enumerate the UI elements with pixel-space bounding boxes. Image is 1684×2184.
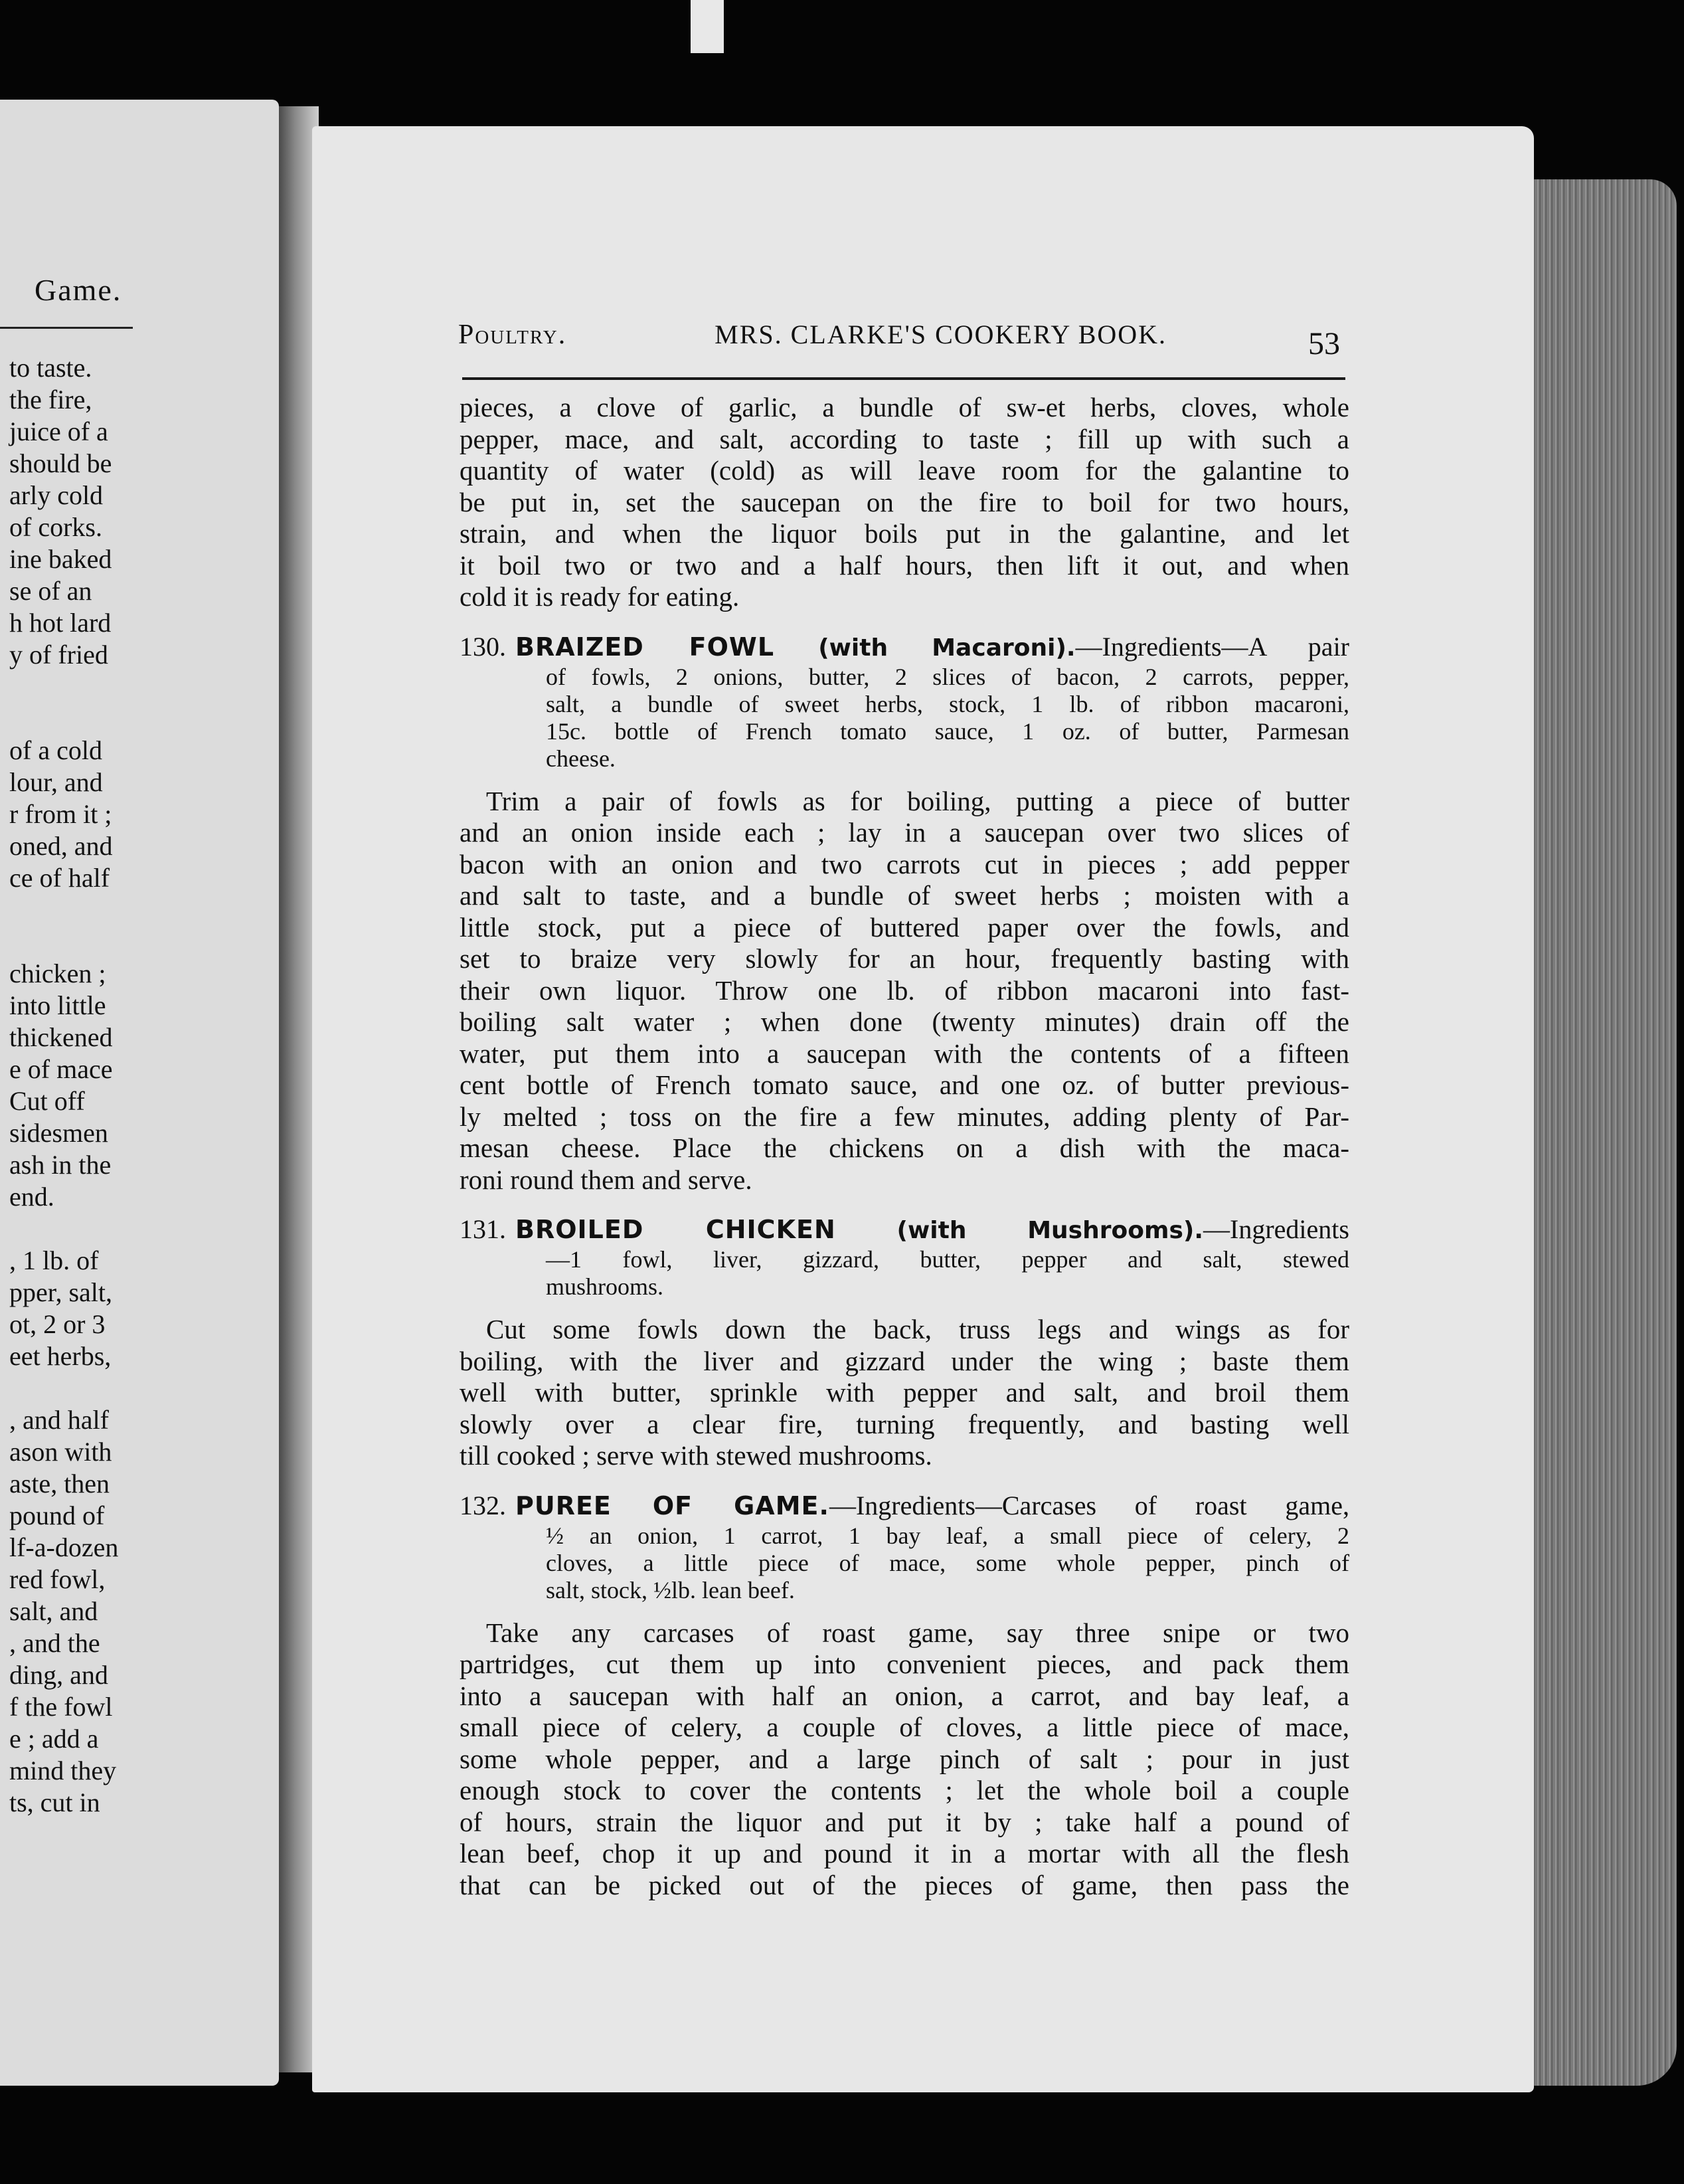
left-text-line: of corks. (9, 512, 102, 542)
ingredient-line: cheese. (546, 745, 616, 772)
left-text-line: , and half (9, 1405, 109, 1435)
ingredient-line: mushrooms. (546, 1273, 664, 1300)
left-text-line: end. (9, 1182, 54, 1212)
recipe-number: 131. (460, 1214, 506, 1244)
left-text-line: to taste. (9, 353, 92, 383)
left-text-line: ot, 2 or 3 (9, 1309, 106, 1339)
book-spine-top (691, 0, 724, 53)
text-line: strain, and when the liquor boils put in the galantine, and let (460, 518, 1349, 549)
text-line: pepper, mace, and salt, according to taste ; fill up with such a (460, 423, 1349, 454)
left-text-line: juice of a (9, 416, 108, 446)
left-page-text (9, 352, 262, 1819)
spacer (460, 613, 1349, 626)
ingredient-line: of fowls, 2 onions, butter, 2 slices of bacon, 2 carrots, pepper, (546, 663, 1349, 690)
method-line: and an onion inside each ; lay in a saucepan over two slices of (460, 817, 1349, 848)
method-line: and salt to taste, and a bundle of sweet herbs ; moisten with a (460, 880, 1349, 911)
method-line: slowly over a clear fire, turning frequently, and basting well (460, 1408, 1349, 1439)
ingredient-line: ½ an onion, 1 carrot, 1 bay leaf, a small piece of celery, 2 (546, 1522, 1349, 1549)
recipe-subtitle: (with Mushrooms). (835, 1217, 1204, 1244)
left-text-line: f the fowl (9, 1692, 113, 1722)
spacer (460, 1604, 1349, 1617)
page-edges (1524, 179, 1677, 2086)
ingredient-line: salt, stock, ½lb. lean beef. (546, 1576, 795, 1603)
left-text-line: oned, and (9, 831, 113, 861)
left-text-line: into little (9, 990, 106, 1020)
method-line: partridges, cut them up into convenient pieces, and pack them (460, 1649, 1349, 1679)
method-line: some whole pepper, and a large pinch of salt ; pour in just (460, 1743, 1349, 1774)
left-text-line: red fowl, (9, 1564, 106, 1594)
left-text-line: e ; add a (9, 1724, 99, 1754)
recipe-subtitle: (with Macaroni). (774, 634, 1076, 662)
left-text-line: Cut off (9, 1086, 85, 1116)
recipe-name: BROILED CHICKEN (515, 1215, 836, 1244)
recipe-heading (460, 630, 1349, 664)
method-line: ly melted ; toss on the fire a few minutes, adding plenty of Par- (460, 1101, 1349, 1132)
left-text-line (9, 671, 262, 703)
running-head (458, 319, 1355, 351)
left-text-line: , 1 lb. of (9, 1245, 99, 1275)
method-line: into a saucepan with half an onion, a carrot, and bay leaf, a (460, 1680, 1349, 1711)
header-rule (462, 377, 1345, 380)
text-line: cold it is ready for eating. (460, 581, 740, 612)
method-line: roni round them and serve. (460, 1164, 752, 1195)
ingredient-line: —1 fowl, liver, gizzard, butter, pepper and salt, stewed (546, 1246, 1349, 1273)
ingredients-lead: —Ingredients (1203, 1214, 1349, 1244)
left-text-line: pper, salt, (9, 1277, 113, 1307)
left-text-line: salt, and (9, 1596, 98, 1626)
recipe-number: 130. (460, 631, 506, 662)
method-line: little stock, put a piece of buttered paper over the fowls, and (460, 911, 1349, 943)
page-number: 53 (1308, 326, 1340, 361)
method-line: small piece of celery, a couple of cloves, a little piece of mace, (460, 1712, 1349, 1742)
left-text-line: mind they (9, 1756, 117, 1785)
text-line: pieces, a clove of garlic, a bundle of sw‑et herbs, cloves, whole (460, 392, 1349, 422)
left-text-line: lf-a-dozen (9, 1532, 119, 1562)
left-text-line: se of an (9, 576, 92, 606)
left-text-line: ash in the (9, 1150, 112, 1180)
recipe-heading (460, 1489, 1349, 1522)
left-text-line: arly cold (9, 480, 104, 510)
spacer (460, 1301, 1349, 1314)
left-text-line: aste, then (9, 1469, 110, 1499)
left-text-line (9, 926, 262, 958)
recipe-heading (460, 1213, 1349, 1246)
method-line: of hours, strain the liquor and put it by ; take half a pound of (460, 1806, 1349, 1837)
ingredients-lead: —Ingredients—A pair (1075, 631, 1349, 662)
spacer (460, 773, 1349, 786)
spacer (460, 1196, 1349, 1209)
method-line: boiling salt water ; when done (twenty minutes) drain off the (460, 1006, 1349, 1037)
method-line: boiling, with the liver and gizzard under the wing ; baste them (460, 1345, 1349, 1376)
method-line: Cut some fowls down the back, truss legs and wings as for (486, 1314, 1349, 1344)
left-text-line: should be (9, 448, 112, 478)
left-text-line (9, 703, 262, 735)
left-text-line (9, 1213, 262, 1245)
ingredient-line: salt, a bundle of sweet herbs, stock, 1 lb. of ribbon macaroni, (546, 690, 1349, 717)
ingredient-line: cloves, a little piece of mace, some whole pepper, pinch of (546, 1549, 1349, 1576)
text-line: quantity of water (cold) as will leave room for the galantine to (460, 455, 1349, 486)
left-text-line: e of mace (9, 1054, 113, 1084)
method-line: Take any carcases of roast game, say three snipe or two (486, 1617, 1349, 1648)
method-line: enough stock to cover the contents ; let the whole boil a couple (460, 1775, 1349, 1805)
method-line: till cooked ; serve with stewed mushrooms. (460, 1440, 932, 1471)
left-text-line (9, 894, 262, 926)
method-line: water, put them into a saucepan with the contents of a fifteen (460, 1038, 1349, 1069)
right-page (312, 126, 1534, 2092)
text-line: be put in, set the saucepan on the fire to boil for two hours, (460, 486, 1349, 517)
left-header-rule (0, 327, 133, 329)
method-line: lean beef, chop it up and pound it in a mortar with all the flesh (460, 1838, 1349, 1868)
recipe-name: PUREE OF GAME. (515, 1491, 829, 1520)
left-text-line: , and the (9, 1628, 100, 1658)
left-text-line: ce of half (9, 863, 110, 893)
recipe-number: 132. (460, 1490, 506, 1520)
method-line: cent bottle of French tomato sauce, and one oz. of butter previous- (460, 1069, 1349, 1100)
method-line: Trim a pair of fowls as for boiling, putting a piece of butter (486, 785, 1349, 816)
method-line: set to braize very slowly for an hour, frequently basting with (460, 943, 1349, 974)
left-page (0, 100, 279, 2086)
left-text-line: thickened (9, 1022, 113, 1052)
left-text-line: pound of (9, 1501, 105, 1530)
left-text-line: chicken ; (9, 958, 106, 988)
left-text-line: lour, and (9, 767, 103, 797)
left-text-line: y of fried (9, 640, 108, 670)
text-line: it boil two or two and a half hours, then lift it out, and when (460, 549, 1349, 581)
book-title: MRS. CLARKE'S COOKERY BOOK. (715, 319, 1167, 349)
recipe-name: BRAIZED FOWL (515, 632, 775, 662)
left-page-header: Game. (35, 273, 122, 307)
method-line: their own liquor. Throw one lb. of ribbon macaroni into fast- (460, 974, 1349, 1006)
left-text-line: eet herbs, (9, 1341, 112, 1371)
left-text-line: r from it ; (9, 799, 112, 829)
ingredients-lead: —Ingredients—Carcases of roast game, (829, 1490, 1349, 1520)
ingredient-line: 15c. bottle of French tomato sauce, 1 oz. of butter, Parmesan (546, 717, 1349, 745)
left-text-line: the fire, (9, 385, 92, 414)
left-text-line (9, 1372, 262, 1404)
page-body (460, 392, 1349, 1901)
left-text-line: ine baked (9, 544, 112, 574)
method-line: well with butter, sprinkle with pepper and salt, and broil them (460, 1377, 1349, 1408)
left-text-line: h hot lard (9, 608, 112, 638)
method-line: bacon with an onion and two carrots cut in pieces ; add pepper (460, 848, 1349, 879)
left-text-line: ding, and (9, 1660, 108, 1690)
spacer (460, 1472, 1349, 1485)
left-text-line: ason with (9, 1437, 112, 1467)
section-title: Poultry. (458, 319, 567, 350)
method-line: mesan cheese. Place the chickens on a dish with the maca- (460, 1133, 1349, 1163)
left-text-line: of a cold (9, 735, 102, 765)
method-line: that can be picked out of the pieces of game, then pass the (460, 1869, 1349, 1900)
left-text-line: ts, cut in (9, 1787, 100, 1817)
left-text-line: sidesmen (9, 1118, 108, 1148)
